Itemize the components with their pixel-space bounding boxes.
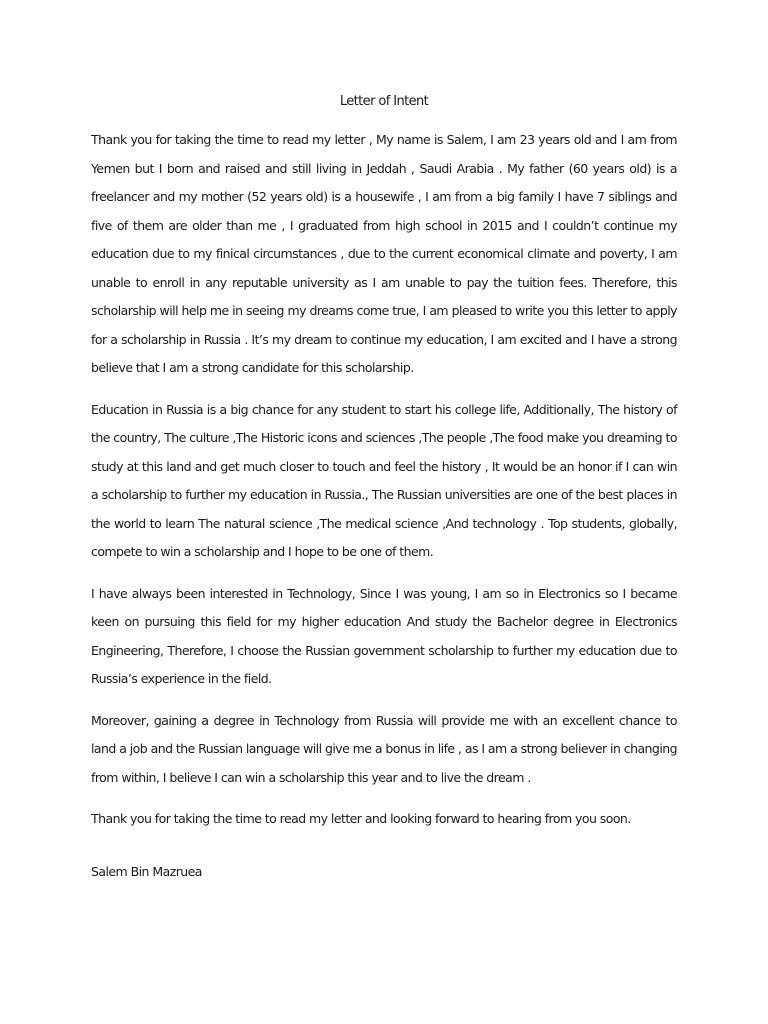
letter-body	[91, 126, 677, 847]
paragraph-career-goals: Moreover, gaining a degree in Technology from Russia will provide me with an excellent chance to land a job and the Russian language will give me a bonus in life , as I am a strong believer in changing from within, I believe I can win a scholarship this year and to live the dream .	[91, 712, 677, 785]
paragraph-introduction: Thank you for taking the time to read my letter , My name is Salem, I am 23 years old and I am from Yemen but I born and raised and still living in Jeddah , Saudi Arabia . My father (60 years old) is a freelancer and my mother (52 years old) is a housewife , I am from a big family I have 7 siblings and five of them are older than me , I graduated from high school in 2015 and I couldn’t continue my education due to my finical circumstances , due to the current economical climate and poverty, I am unable to enroll in any reputable university as I am unable to pay the tuition fees. Therefore, this scholarship will help me in seeing my dreams come true, I am pleased to write you this letter to apply for a scholarship in Russia . It’s my dream to continue my education, I am excited and I have a strong believe that I am a strong candidate for this scholarship.	[91, 132, 677, 375]
paragraph-closing: Thank you for taking the time to read my letter and looking forward to hearing from you soon.	[91, 811, 631, 826]
paragraph-interest-in-technology: I have always been interested in Technology, Since I was young, I am so in Electronics so I became keen on pursuing this field for my higher education And study the Bachelor degree in Electronics Engineering, Therefore, I choose the Russian government scholarship to further my education due to Russia’s experience in the field.	[91, 585, 677, 686]
letter-title: Letter of Intent	[339, 94, 429, 109]
signature: Salem Bin Mazruea	[91, 864, 202, 879]
paragraph-education-in-russia: Education in Russia is a big chance for any student to start his college life, Additionally, The history of the country, The culture ,The Historic icons and sciences ,The people ,The food make you dreaming to study at this land and get much closer to touch and feel the history , It would be an honor if I can win a scholarship to further my education in Russia., The Russian universities are one of the best places in the world to learn The natural science ,The medical science ,And technology . Top students, globally, compete to win a scholarship and I hope to be one of them.	[91, 401, 677, 559]
